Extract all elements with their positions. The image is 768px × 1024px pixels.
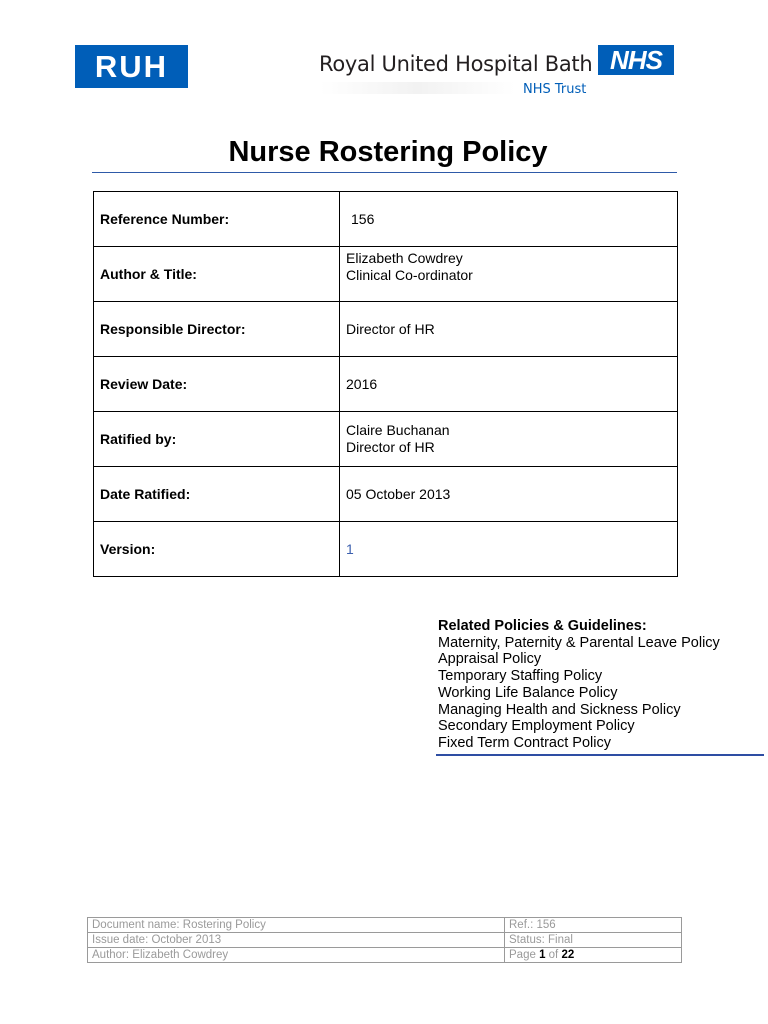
table-row [88,933,682,948]
page-current: 1 [539,949,546,961]
footer-author: Author: Elizabeth Cowdrey [88,948,505,963]
row-label: Ratified by: [94,412,340,467]
table-row [94,302,678,357]
row-label: Date Ratified: [94,467,340,522]
table-row [94,247,678,302]
row-value [340,302,678,357]
row-value [340,357,678,412]
hospital-name: Royal United Hospital Bath [319,52,593,76]
row-label: Reference Number: [94,192,340,247]
responsible-director-value: Director of HR [346,320,435,337]
document-footer [87,917,682,963]
table-row [94,357,678,412]
page-of: of [545,949,562,961]
list-item: Maternity, Paternity & Parental Leave Policy [438,634,720,651]
page-prefix: Page [509,949,540,961]
row-label: Version: [94,522,340,577]
author-title: Clinical Co-ordinator [346,267,473,283]
row-label: Review Date: [94,357,340,412]
table-row [94,467,678,522]
related-policies-heading: Related Policies & Guidelines: [438,618,647,634]
row-label: Responsible Director: [94,302,340,357]
row-value [340,247,678,302]
footer-status: Status: Final [505,933,682,948]
related-policies-rule [436,754,764,756]
ratified-by-title: Director of HR [346,439,435,455]
table-row [94,192,678,247]
header-divider [320,82,515,94]
document-title: Nurse Rostering Policy [228,136,548,168]
list-item: Secondary Employment Policy [438,718,635,735]
version-value: 1 [346,540,354,557]
footer-page [505,948,682,963]
page-total: 22 [561,949,575,961]
table-row [94,522,678,577]
list-item: Working Life Balance Policy [438,684,618,701]
author-name: Elizabeth Cowdrey [346,250,463,266]
row-value [340,412,678,467]
list-item: Fixed Term Contract Policy [438,734,611,751]
table-row [88,918,682,933]
row-value [340,467,678,522]
footer-issue-date: Issue date: October 2013 [88,933,505,948]
footer-ref: Ref.: 156 [505,918,682,933]
table-row [88,948,682,963]
ruh-logo: RUH [75,45,188,88]
related-policies [438,618,720,752]
date-ratified-value: 05 October 2013 [346,485,451,502]
list-item: Appraisal Policy [438,651,542,668]
list-item: Temporary Staffing Policy [438,668,603,685]
policy-details-table [93,191,678,577]
reference-number-value: 156 [351,210,375,227]
row-value [340,192,678,247]
review-date-value: 2016 [346,375,378,392]
title-rule [92,172,677,173]
table-row [94,412,678,467]
ratified-by-name: Claire Buchanan [346,422,450,438]
nhs-logo: NHS [598,45,674,75]
footer-document-name: Document name: Rostering Policy [88,918,505,933]
row-label: Author & Title: [94,247,340,302]
list-item: Managing Health and Sickness Policy [438,701,681,718]
row-value [340,522,678,577]
nhs-trust-label: NHS Trust [523,82,587,97]
